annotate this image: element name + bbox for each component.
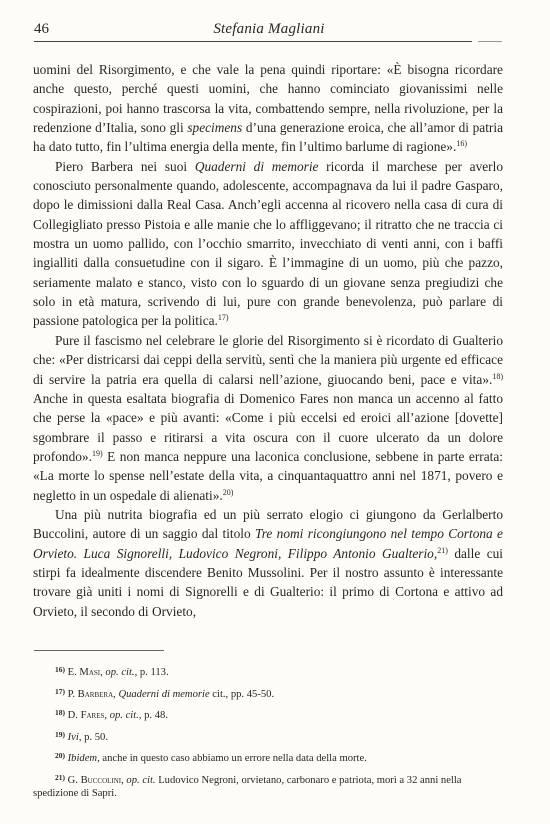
- body-text: [33, 60, 503, 621]
- header-rule-dash: [478, 41, 502, 42]
- footnotes: [33, 666, 503, 809]
- paragraph-1: uomini del Risorgimento, e che vale la pena quindi riportare: «È bisogna ricordare anche questo, perché questi uomini, che hanno cominciato giovanissimi nelle cospirazioni, poi hanno trascorsa la vita, combattendo sempre, nella rivoluzione, per la redenzione d’Italia, sono gli specimens d’una generazione eroica, che all’amor di patria ha dato tutto, fin l’ultima energia della mente, fin l’ultimo barlume di ragione».$^{16)}$: [33, 62, 503, 155]
- footnote-rule: [34, 650, 164, 651]
- footnote-21: $^{21)}$ G. Buccolini, op. cit. Ludovico Negroni, orvietano, carbonaro e patriota, morì a 32 anni nella spedizione di Sapri.: [33, 772, 462, 799]
- header-rule: [34, 41, 472, 42]
- footnote-ref: 18): [492, 371, 503, 381]
- paragraph-4: Una più nutrita biografia ed un più serrato elogio ci giungono da Gerlalberto Buccolini, autore di un saggio dal titolo Tre nomi ricongiungono nel tempo Cortona e Orvieto. Luca Signorelli, Ludovico Negroni, Filippo Antonio Gualterio,$^{21)}$ dalle cui stirpi fa idealmente discendere Benito Mussolini. Per il nostro assunto è interessante trovare già uniti i nomi di Signorelli e di Gualterio: il primo di Cortona e attivo ad Orvieto, il secondo di Orvieto,: [33, 506, 504, 619]
- footnote-ref: 16): [456, 139, 467, 149]
- running-head: Stefania Magliani: [213, 21, 325, 37]
- footnote-ref: 19): [91, 448, 103, 458]
- paragraph-2: Piero Barbera nei suoi Quaderni di memorie ricorda il marchese per averlo conosciuto personalmente quando, adolescente, accompagnava da lui il padre Gasparo, dopo le dimissioni dalla Real Casa. Anch’egli accenna al ricovero nella casa di cura di Collegigliato presso Pistoia e alle manie che lo affliggevano; il ritratto che ne traccia ci mostra un uomo pallido, con l’occhio smarrito, invecchiato di venti anni, con i baffi ingialliti dalla consuetudine con il sigaro. È l’immagine di un uomo, più che pazzo, seriamente malato e stanco, visto con lo sguardo di un giovane senza pregiudizi che solo in età matura, scrivendo di lui, pure con grande benevolenza, può parlare di passione patologica per la politica.$^{17)}$: [33, 158, 503, 329]
- page-header: [34, 21, 504, 41]
- footnote-ref: 21): [437, 545, 448, 555]
- footnote-19: $^{19)}$ Ivi, p. 50.: [55, 729, 108, 743]
- footnote-ref: 20): [222, 487, 234, 497]
- footnote-18: $^{18)}$ D. Fares, op. cit., p. 48.: [55, 708, 168, 722]
- paragraph-3: Pure il fascismo nel celebrare le glorie del Risorgimento si è ricordato di Gualterio che: «Per districarsi dai ceppi della servitù, sentì che la maniera più urgente ed efficace di servire la patria era quella di calarsi nell’azione, giuocando beni, pace e vita».$^{18)}$ Anche in questa esaltata biografia di Domenico Fares non manca un accenno al fatto che perse la «pace» e più avanti: «Come i più eccelsi ed eroici all’azione [dovette] sgombrare il passo e ritirarsi a vita oscura con il cuore ulcerato da un dolore profondo».$^{19)}$ E non manca neppure una laconica conclusione, sebbene in parte errata: «La morte lo spense nell’estate della vita, a cinquantaquattro anni nel 1871, povero e negletto in un ospedale di alienati».$^{20)}$: [33, 332, 503, 503]
- footnote-17: $^{17)}$ P. Barbera, Quaderni di memorie cit., pp. 45-50.: [55, 686, 275, 700]
- page-number: 46: [34, 21, 49, 37]
- footnote-16: $^{16)}$ E. Masi, op. cit., p. 113.: [55, 665, 169, 678]
- footnote-20: $^{20)}$ Ibidem, anche in questo caso abbiamo un errore nella data della morte.: [55, 751, 367, 765]
- footnote-ref: 17): [217, 313, 229, 323]
